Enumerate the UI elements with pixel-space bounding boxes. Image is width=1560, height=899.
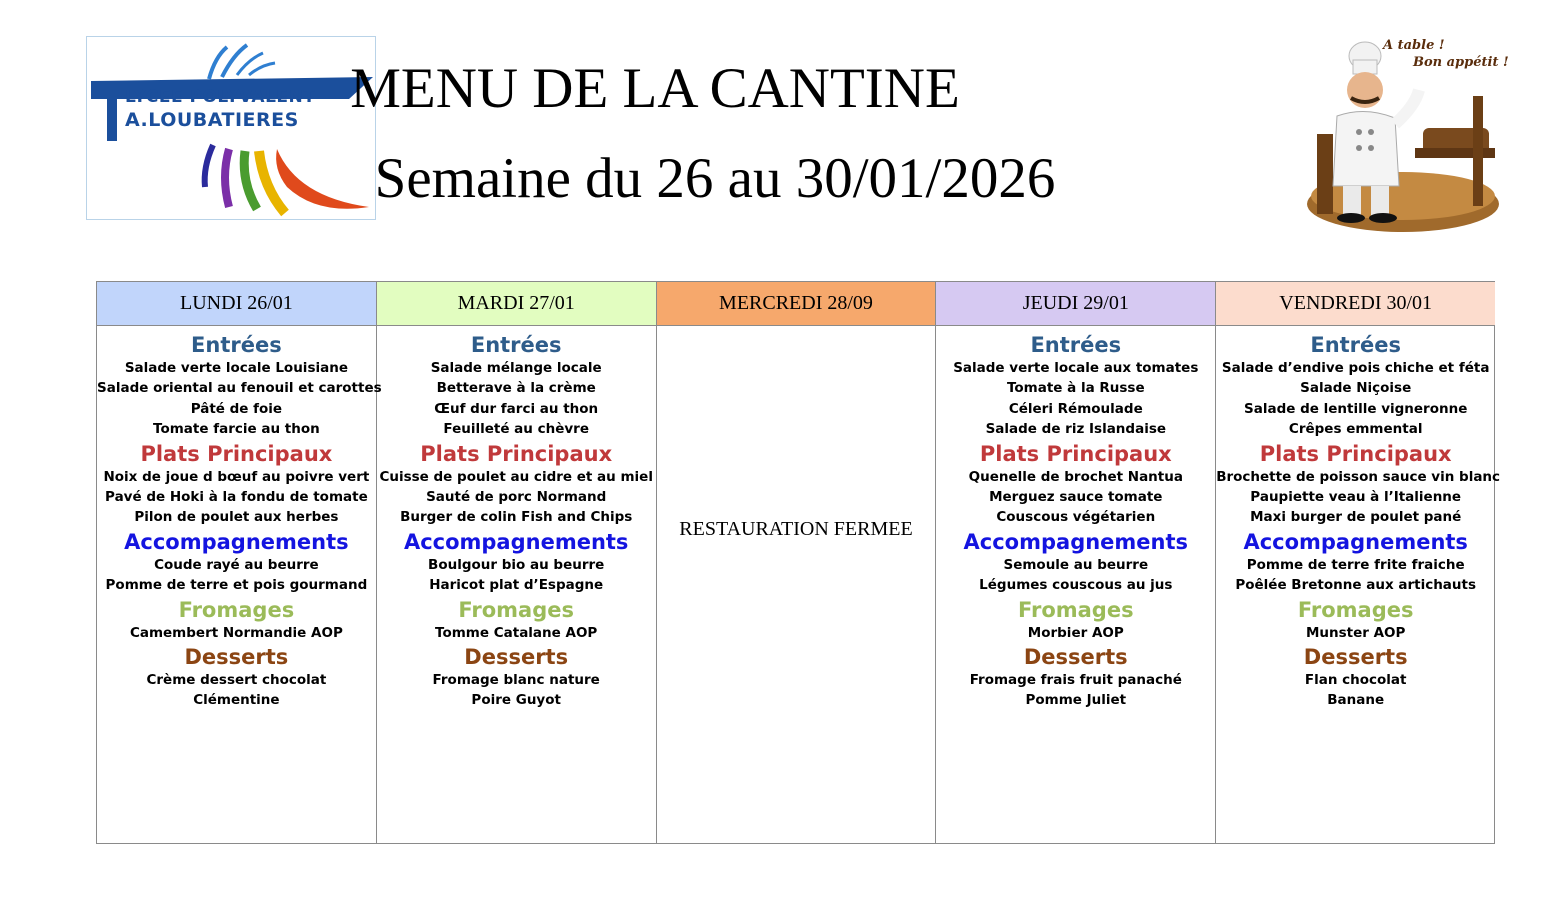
dish-item: Quenelle de brochet Nantua [968,468,1183,485]
dish-list [97,670,376,711]
section-heading-plats: Plats Principaux [420,441,613,466]
day-menu [1216,326,1501,711]
dish-item: Brochette de poisson sauce vin blanc [1216,468,1501,485]
day-column [1216,282,1501,843]
dish-item: Couscous végétarien [996,509,1156,526]
day-column [936,282,1216,843]
section-heading-desserts: Desserts [1023,645,1128,670]
dish-list [377,670,656,711]
day-header: JEUDI 29/01 [936,282,1215,326]
dish-item: Salade oriental au fenouil et carottes [97,380,382,397]
logo-line2: A.LOUBATIERES [125,109,299,131]
section-heading-plats: Plats Principaux [1259,441,1452,466]
dish-item: Merguez sauce tomate [989,489,1163,506]
section-heading-accomp: Accompagnements [403,529,629,554]
dish-item: Pomme Juliet [1025,692,1127,709]
page-title: MENU DE LA CANTINE [350,57,960,120]
dish-item: Noix de joue d bœuf au poivre vert [103,468,370,485]
dish-list [1216,358,1495,440]
dish-item: Burger de colin Fish and Chips [400,509,633,526]
section-heading-fromages: Fromages [458,597,574,622]
dish-list [377,358,656,440]
dish-item: Banane [1327,692,1385,709]
dish-item: Fromage blanc nature [432,672,600,689]
dish-item: Tomate à la Russe [1006,380,1145,397]
chef-caption-1: A table ! [1383,38,1445,53]
section-heading-plats: Plats Principaux [979,441,1172,466]
dish-item: Semoule au beurre [1003,556,1149,573]
dish-item: Maxi burger de poulet pané [1250,509,1462,526]
dish-list [97,555,376,596]
dish-list [377,623,656,643]
section-heading-entrees: Entrées [191,333,282,357]
dish-item: Camembert Normandie AOP [129,624,343,641]
dish-item: Œuf dur farci au thon [434,400,599,417]
day-header: LUNDI 26/01 [97,282,376,326]
dish-list [1216,467,1501,528]
dish-list [936,467,1215,528]
dish-list [377,555,656,596]
dish-item: Pilon de poulet aux herbes [134,509,339,526]
dish-item: Pavé de Hoki à la fondu de tomate [105,489,368,506]
dish-item: Salade d’endive pois chiche et féta [1221,360,1490,376]
chef-caption-2: Bon appétit ! [1413,55,1509,70]
section-heading-entrees: Entrées [470,333,562,357]
dish-item: Crème dessert chocolat [146,672,327,689]
day-header: VENDREDI 30/01 [1216,282,1495,326]
dish-item: Salade mélange locale [430,360,602,376]
day-column [657,282,937,843]
dish-item: Salade verte locale aux tomates [953,360,1199,376]
dish-item: Salade verte locale Louisiane [124,360,348,376]
day-column [97,282,382,843]
section-heading-desserts: Desserts [184,645,289,670]
dish-item: Fromage frais fruit panaché [969,672,1182,689]
dish-item: Cuisse de poulet au cidre et au miel [379,468,653,485]
dish-list [936,555,1215,596]
dish-item: Salade de lentille vigneronne [1244,400,1468,417]
day-column [377,282,657,843]
day-menu [936,326,1215,711]
dish-item: Feuilleté au chèvre [443,421,589,438]
day-menu [657,326,936,332]
dish-item: Sauté de porc Normand [426,489,607,506]
day-menu [97,326,382,711]
dish-list [936,358,1215,440]
section-heading-accomp: Accompagnements [1243,529,1468,554]
dish-list [1216,555,1495,596]
closed-notice: RESTAURATION FERMEE [679,518,913,540]
dish-item: Crêpes emmental [1288,421,1423,438]
dish-item: Poire Guyot [471,692,561,709]
dish-item: Pomme de terre et pois gourmand [105,577,368,594]
dish-item: Haricot plat d’Espagne [429,577,604,594]
dish-item: Pâté de foie [190,400,283,417]
section-heading-entrees: Entrées [1030,333,1122,357]
logo-line1: LYCEE POLYVALENT [125,87,316,107]
section-heading-fromages: Fromages [178,597,295,622]
dish-item: Betterave à la crème [436,380,596,397]
dish-item: Tomate farcie au thon [153,421,320,438]
section-heading-entrees: Entrées [1310,333,1402,357]
section-heading-desserts: Desserts [1303,645,1408,670]
dish-item: Flan chocolat [1304,672,1407,689]
section-heading-fromages: Fromages [1297,597,1414,622]
dish-list [936,670,1215,711]
menu-table [96,281,1501,844]
dish-item: Céleri Rémoulade [1008,400,1143,417]
section-heading-plats: Plats Principaux [140,441,333,466]
dish-list [97,358,382,440]
chef-illustration [1303,36,1509,236]
dish-item: Pomme de terre frite fraiche [1246,556,1465,573]
dish-item: Morbier AOP [1027,624,1124,641]
dish-item: Clémentine [193,692,280,709]
day-header: MERCREDI 28/09 [657,282,936,326]
dish-list [377,467,656,528]
dish-list [1216,670,1495,711]
section-heading-fromages: Fromages [1017,597,1134,622]
dish-item: Salade de riz Islandaise [985,421,1167,438]
dish-item: Légumes couscous au jus [979,577,1173,594]
dish-item: Poêlée Bretonne aux artichauts [1235,577,1477,594]
dish-list [97,467,376,528]
dish-item: Tomme Catalane AOP [435,624,598,641]
dish-item: Salade Niçoise [1300,380,1412,397]
dish-item: Coude rayé au beurre [154,556,319,573]
dish-list [936,623,1215,643]
section-heading-accomp: Accompagnements [963,529,1189,554]
dish-list [1216,623,1495,643]
dish-list [97,623,376,643]
day-menu [377,326,656,711]
section-heading-desserts: Desserts [464,645,569,670]
section-heading-accomp: Accompagnements [124,529,349,554]
dish-item: Boulgour bio au beurre [428,556,605,573]
dish-item: Paupiette veau à l’Italienne [1250,489,1462,506]
dish-item: Munster AOP [1305,624,1406,641]
day-header: MARDI 27/01 [377,282,656,326]
page-subtitle: Semaine du 26 au 30/01/2026 [374,147,1056,210]
